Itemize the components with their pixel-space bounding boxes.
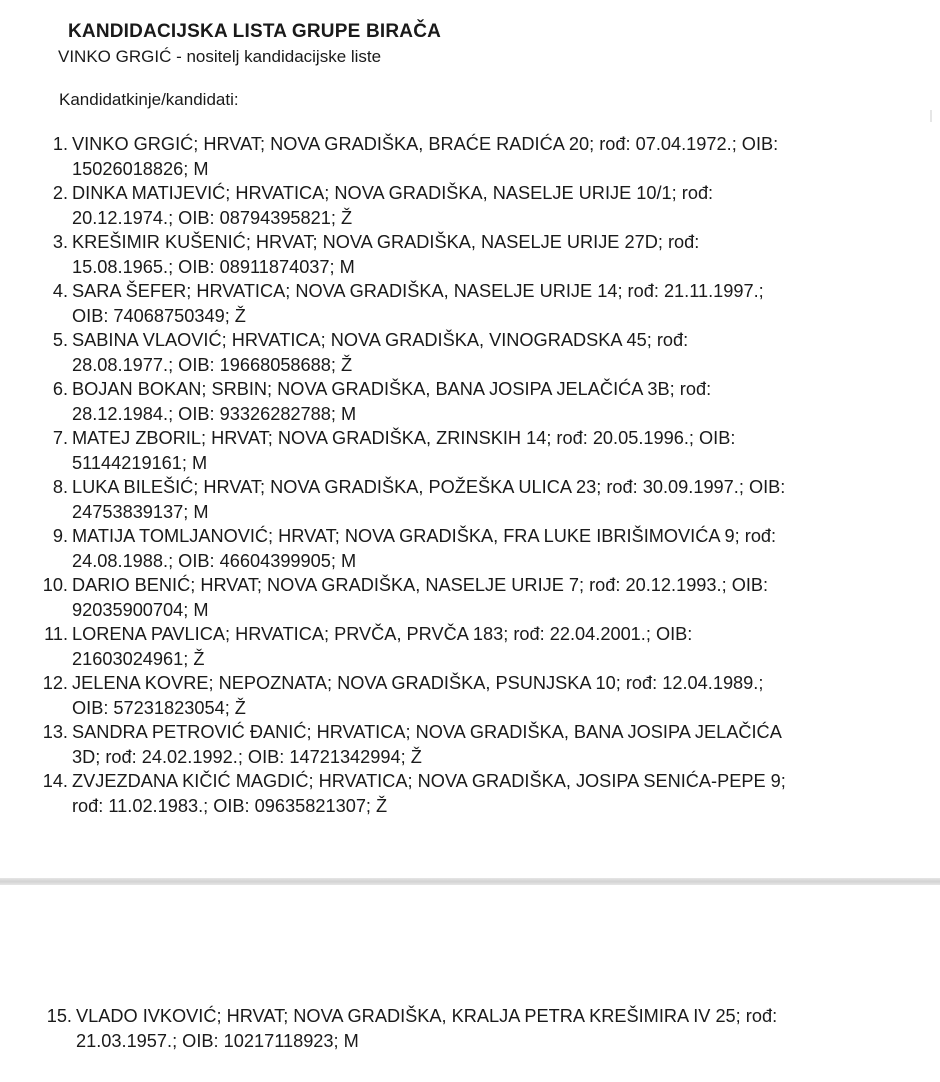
candidate-line-2: 51144219161; M xyxy=(72,452,208,473)
candidate-details xyxy=(68,230,910,279)
candidate-item-6 xyxy=(30,377,910,426)
candidate-line-1: MATIJA TOMLJANOVIĆ; HRVAT; NOVA GRADIŠKA, FRA LUKE IBRIŠIMOVIĆA 9; rođ: xyxy=(72,526,777,546)
candidate-line-2: 92035900704; M xyxy=(72,599,209,620)
candidate-line-2: 21603024961; Ž xyxy=(72,648,205,669)
candidate-number: 4. xyxy=(52,281,68,301)
candidate-item-14 xyxy=(30,769,910,818)
candidate-number: 12. xyxy=(42,673,68,693)
candidate-details xyxy=(68,426,910,475)
candidate-details xyxy=(68,328,910,377)
candidate-line-1: VINKO GRGIĆ; HRVAT; NOVA GRADIŠKA, BRAĆE RADIĆA 20; rođ: 07.04.1972.; OIB: xyxy=(72,134,779,154)
candidate-details xyxy=(68,769,910,818)
candidate-list xyxy=(30,132,910,818)
candidate-line-1: MATEJ ZBORIL; HRVAT; NOVA GRADIŠKA, ZRINSKIH 14; rođ: 20.05.1996.; OIB: xyxy=(72,428,736,448)
candidate-line-2: 15026018826; M xyxy=(72,158,209,179)
candidate-details xyxy=(68,132,910,181)
candidate-item-12 xyxy=(30,671,910,720)
candidate-line-2: OIB: 57231823054; Ž xyxy=(72,697,246,718)
candidate-item-13 xyxy=(30,720,910,769)
candidate-number: 3. xyxy=(52,232,68,252)
candidate-item-9 xyxy=(30,524,910,573)
candidates-heading: Kandidatkinje/kandidati: xyxy=(59,90,239,109)
candidate-line-1: JELENA KOVRE; NEPOZNATA; NOVA GRADIŠKA, PSUNJSKA 10; rođ: 12.04.1989.; xyxy=(72,673,764,693)
candidate-line-2: 15.08.1965.; OIB: 08911874037; M xyxy=(72,256,355,277)
candidate-number: 15. xyxy=(46,1006,72,1026)
candidate-number: 14. xyxy=(42,771,68,791)
candidate-item-3 xyxy=(30,230,910,279)
candidate-line-2: OIB: 74068750349; Ž xyxy=(72,305,246,326)
candidate-details xyxy=(68,573,910,622)
candidate-number: 11. xyxy=(44,624,68,644)
candidate-line-1: DARIO BENIĆ; HRVAT; NOVA GRADIŠKA, NASELJE URIJE 7; rođ: 20.12.1993.; OIB: xyxy=(72,575,769,595)
candidate-line-2: 24.08.1988.; OIB: 46604399905; M xyxy=(72,550,357,571)
candidate-item-15 xyxy=(30,1004,910,1053)
candidate-line-1: SABINA VLAOVIĆ; HRVATICA; NOVA GRADIŠKA, VINOGRADSKA 45; rođ: xyxy=(72,330,689,350)
candidate-number: 6. xyxy=(52,379,68,399)
candidate-line-2: 24753839137; M xyxy=(72,501,209,522)
candidate-number: 5. xyxy=(52,330,68,350)
candidate-details xyxy=(68,475,910,524)
candidate-line-1: BOJAN BOKAN; SRBIN; NOVA GRADIŠKA, BANA JOSIPA JELAČIĆA 3B; rođ: xyxy=(72,379,712,399)
candidate-line-2: 28.12.1984.; OIB: 93326282788; M xyxy=(72,403,357,424)
candidate-line-1: KREŠIMIR KUŠENIĆ; HRVAT; NOVA GRADIŠKA, NASELJE URIJE 27D; rođ: xyxy=(72,232,700,252)
candidate-details xyxy=(68,524,910,573)
candidate-line-1: SARA ŠEFER; HRVATICA; NOVA GRADIŠKA, NASELJE URIJE 14; rođ: 21.11.1997.; xyxy=(72,281,764,301)
page-divider xyxy=(0,878,940,885)
candidate-item-4 xyxy=(30,279,910,328)
candidate-number: 10. xyxy=(42,575,68,595)
candidate-details xyxy=(68,671,910,720)
candidate-line-2: rođ: 11.02.1983.; OIB: 09635821307; Ž xyxy=(72,795,388,816)
candidate-number: 8. xyxy=(52,477,68,497)
candidate-number: 7. xyxy=(52,428,68,448)
candidate-details xyxy=(72,1004,910,1053)
candidate-number: 9. xyxy=(52,526,68,546)
candidate-line-1: VLADO IVKOVIĆ; HRVAT; NOVA GRADIŠKA, KRALJA PETRA KREŠIMIRA IV 25; rođ: xyxy=(76,1006,778,1026)
list-holder-subtitle: VINKO GRGIĆ - nositelj kandidacijske liste xyxy=(58,47,382,66)
candidate-number: 2. xyxy=(52,183,68,203)
document-title: KANDIDACIJSKA LISTA GRUPE BIRAČA xyxy=(68,21,442,42)
scan-edge-mark xyxy=(930,110,932,122)
candidate-line-2: 28.08.1977.; OIB: 19668058688; Ž xyxy=(72,354,353,375)
candidate-details xyxy=(68,720,910,769)
candidate-details xyxy=(68,279,910,328)
candidate-details xyxy=(68,622,910,671)
candidate-line-1: ZVJEZDANA KIČIĆ MAGDIĆ; HRVATICA; NOVA GRADIŠKA, JOSIPA SENIĆA-PEPE 9; xyxy=(72,771,786,791)
candidate-item-2 xyxy=(30,181,910,230)
candidate-line-1: DINKA MATIJEVIĆ; HRVATICA; NOVA GRADIŠKA, NASELJE URIJE 10/1; rođ: xyxy=(72,183,714,203)
candidate-item-11 xyxy=(30,622,910,671)
candidate-line-2: 20.12.1974.; OIB: 08794395821; Ž xyxy=(72,207,353,228)
candidate-number: 1. xyxy=(52,134,68,154)
candidate-line-1: LORENA PAVLICA; HRVATICA; PRVČA, PRVČA 183; rođ: 22.04.2001.; OIB: xyxy=(72,624,693,644)
candidate-item-1 xyxy=(30,132,910,181)
candidate-details xyxy=(68,181,910,230)
candidate-details xyxy=(68,377,910,426)
candidate-line-2: 3D; rođ: 24.02.1992.; OIB: 14721342994; Ž xyxy=(72,746,422,767)
candidate-item-10 xyxy=(30,573,910,622)
candidate-list-continued xyxy=(30,1004,910,1053)
candidate-line-1: SANDRA PETROVIĆ ĐANIĆ; HRVATICA; NOVA GRADIŠKA, BANA JOSIPA JELAČIĆA xyxy=(72,722,782,742)
candidate-item-8 xyxy=(30,475,910,524)
candidate-line-1: LUKA BILEŠIĆ; HRVAT; NOVA GRADIŠKA, POŽEŠKA ULICA 23; rođ: 30.09.1997.; OIB: xyxy=(72,477,786,497)
candidate-line-2: 21.03.1957.; OIB: 10217118923; M xyxy=(76,1030,359,1051)
candidate-number: 13. xyxy=(42,722,68,742)
candidate-item-7 xyxy=(30,426,910,475)
candidate-item-5 xyxy=(30,328,910,377)
